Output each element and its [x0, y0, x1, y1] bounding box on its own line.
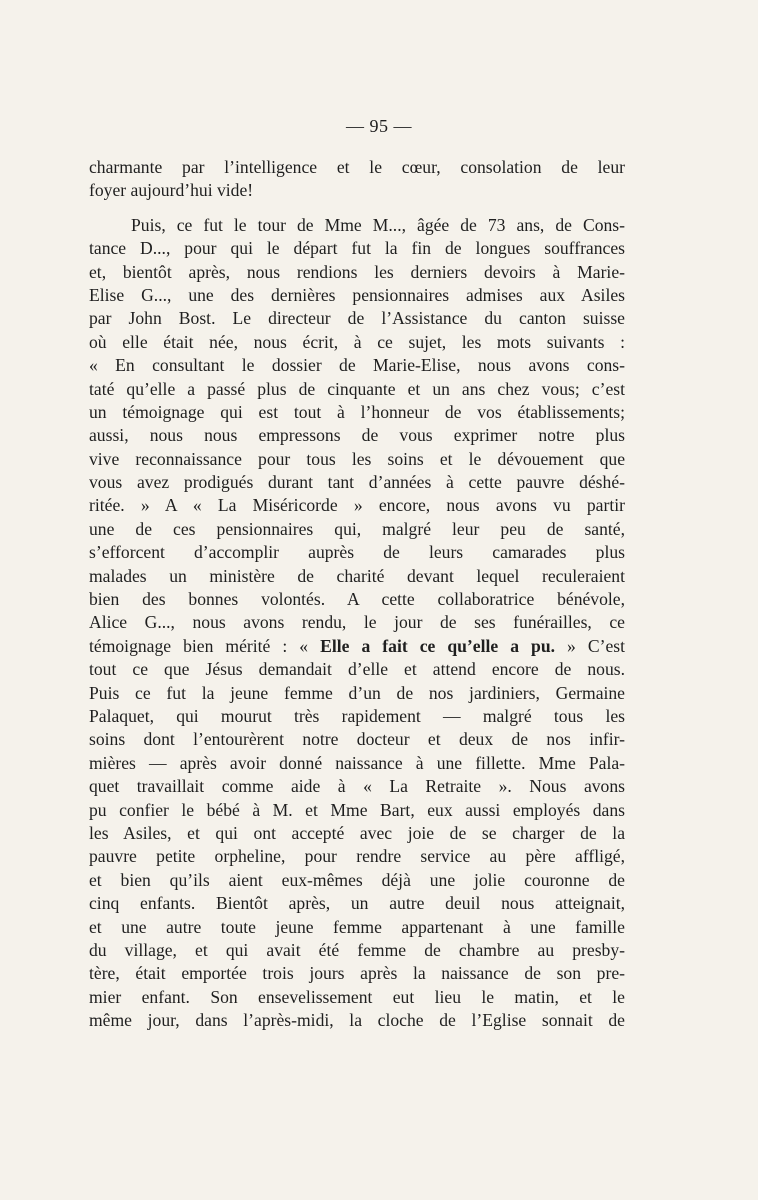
text-line: Puis, ce fut le tour de Mme M..., âgée de 73 ans, de Cons-: [131, 214, 625, 235]
text-segment: témoignage bien mérité : «: [89, 635, 321, 656]
text-line: du village, et qui avait été femme de chambre au presby-: [89, 939, 625, 960]
text-line: et bien qu’ils aient eux-mêmes déjà une jolie couronne de: [89, 869, 625, 890]
text-line: malades un ministère de charité devant lequel reculeraient: [89, 565, 625, 586]
text-line: taté qu’elle a passé plus de cinquante et un ans chez vous; c’est: [89, 378, 625, 399]
text-line: mier enfant. Son ensevelissement eut lieu le matin, et le: [89, 986, 625, 1007]
text-line: même jour, dans l’après-midi, la cloche de l’Eglise sonnait de: [89, 1010, 625, 1031]
text-line: pauvre petite orpheline, pour rendre service au père affligé,: [89, 846, 625, 867]
text-line: bien des bonnes volontés. A cette collaboratrice bénévole,: [89, 589, 625, 610]
text-line: aussi, nous nous empressons de vous exprimer notre plus: [89, 425, 625, 446]
text-segment: » C’est: [555, 635, 626, 656]
text-line: Alice G..., nous avons rendu, le jour de ses funérailles, ce: [89, 612, 625, 633]
bold-quote: Elle a fait ce qu’elle a pu.: [320, 635, 556, 656]
text-line: par John Bost. Le directeur de l’Assistance du canton suisse: [89, 308, 625, 329]
text-line: Elise G..., une des dernières pensionnaires admises aux Asiles: [89, 284, 625, 305]
page-number: — 95 —: [346, 116, 412, 136]
text-line: mières — après avoir donné naissance à une fillette. Mme Pala-: [89, 752, 625, 773]
text-line: une de ces pensionnaires qui, malgré leur peu de santé,: [89, 518, 625, 539]
text-line: et une autre toute jeune femme appartenant à une famille: [89, 916, 625, 937]
text-line: vous avez prodigués durant tant d’années à cette pauvre déshé-: [89, 472, 625, 493]
text-line: « En consultant le dossier de Marie-Elise, nous avons cons-: [89, 355, 625, 376]
text-line: et, bientôt après, nous rendions les derniers devoirs à Marie-: [89, 261, 625, 282]
body-text: [89, 156, 625, 1032]
text-line: les Asiles, et qui ont accepté avec joie de se charger de la: [89, 822, 625, 843]
text-line: [89, 635, 625, 658]
text-line: soins dont l’entourèrent notre docteur et deux de nos infir-: [89, 729, 625, 750]
text-line: où elle était née, nous écrit, à ce sujet, les mots suivants :: [89, 331, 625, 352]
text-line: quet travaillait comme aide à « La Retraite ». Nous avons: [89, 776, 625, 797]
text-line: s’efforcent d’accomplir auprès de leurs camarades plus: [89, 542, 625, 563]
text-line: Palaquet, qui mourut très rapidement — malgré tous les: [89, 705, 625, 726]
text-line: ritée. » A « La Miséricorde » encore, nous avons vu partir: [89, 495, 625, 516]
text-line: pu confier le bébé à M. et Mme Bart, eux aussi employés dans: [89, 799, 625, 820]
text-line: foyer aujourd’hui vide!: [89, 180, 254, 201]
text-line: tout ce que Jésus demandait d’elle et attend encore de nous.: [89, 659, 625, 680]
text-line: un témoignage qui est tout à l’honneur de vos établissements;: [89, 401, 625, 422]
text-line: Puis ce fut la jeune femme d’un de nos jardiniers, Germaine: [89, 682, 625, 703]
text-line: charmante par l’intelligence et le cœur, consolation de leur: [89, 157, 625, 177]
text-line: tance D..., pour qui le départ fut la fin de longues souffrances: [89, 238, 625, 259]
text-line: vive reconnaissance pour tous les soins et le dévouement que: [89, 448, 625, 469]
text-line: tère, était emportée trois jours après la naissance de son pre-: [89, 963, 625, 984]
text-line: cinq enfants. Bientôt après, un autre deuil nous atteignait,: [89, 893, 625, 914]
